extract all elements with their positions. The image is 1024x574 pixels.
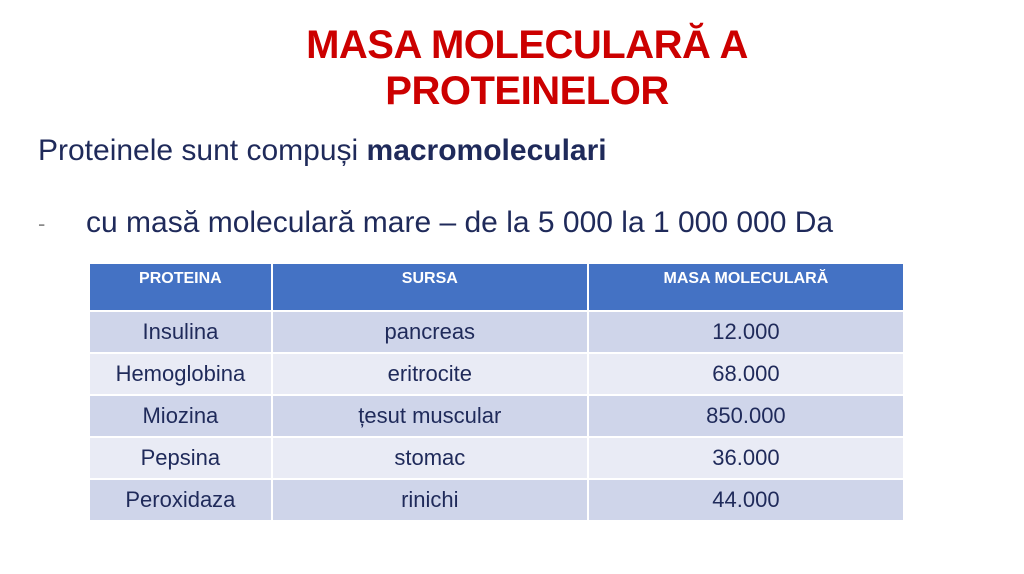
cell-protein: Miozina	[89, 395, 272, 437]
intro-normal: Proteinele sunt compuși	[38, 134, 367, 167]
bullet-item	[38, 206, 833, 240]
protein-table	[88, 262, 905, 522]
table-row	[89, 479, 904, 521]
title-line-2: PROTEINELOR	[385, 69, 669, 113]
cell-mass: 850.000	[588, 395, 904, 437]
title-line-1: MASA MOLECULARĂ A	[306, 23, 748, 67]
header-proteina: PROTEINA	[89, 263, 272, 311]
cell-source: țesut muscular	[272, 395, 588, 437]
table-row	[89, 353, 904, 395]
header-sursa: SURSA	[272, 263, 588, 311]
cell-protein: Peroxidaza	[89, 479, 272, 521]
table-row	[89, 395, 904, 437]
cell-source: rinichi	[272, 479, 588, 521]
cell-source: pancreas	[272, 311, 588, 353]
cell-mass: 68.000	[588, 353, 904, 395]
slide-title	[230, 22, 824, 114]
intro-bold: macromoleculari	[366, 134, 607, 167]
cell-mass: 44.000	[588, 479, 904, 521]
cell-source: eritrocite	[272, 353, 588, 395]
cell-mass: 36.000	[588, 437, 904, 479]
cell-protein: Pepsina	[89, 437, 272, 479]
cell-protein: Hemoglobina	[89, 353, 272, 395]
table-header-row	[89, 263, 904, 311]
cell-mass: 12.000	[588, 311, 904, 353]
cell-protein: Insulina	[89, 311, 272, 353]
intro-text	[38, 134, 607, 168]
bullet-marker: -	[38, 211, 46, 237]
header-masa: MASA MOLECULARĂ	[588, 263, 904, 311]
cell-source: stomac	[272, 437, 588, 479]
table-row	[89, 437, 904, 479]
table-row	[89, 311, 904, 353]
bullet-text: cu masă moleculară mare – de la 5 000 la 1 000 000 Da	[86, 206, 834, 239]
